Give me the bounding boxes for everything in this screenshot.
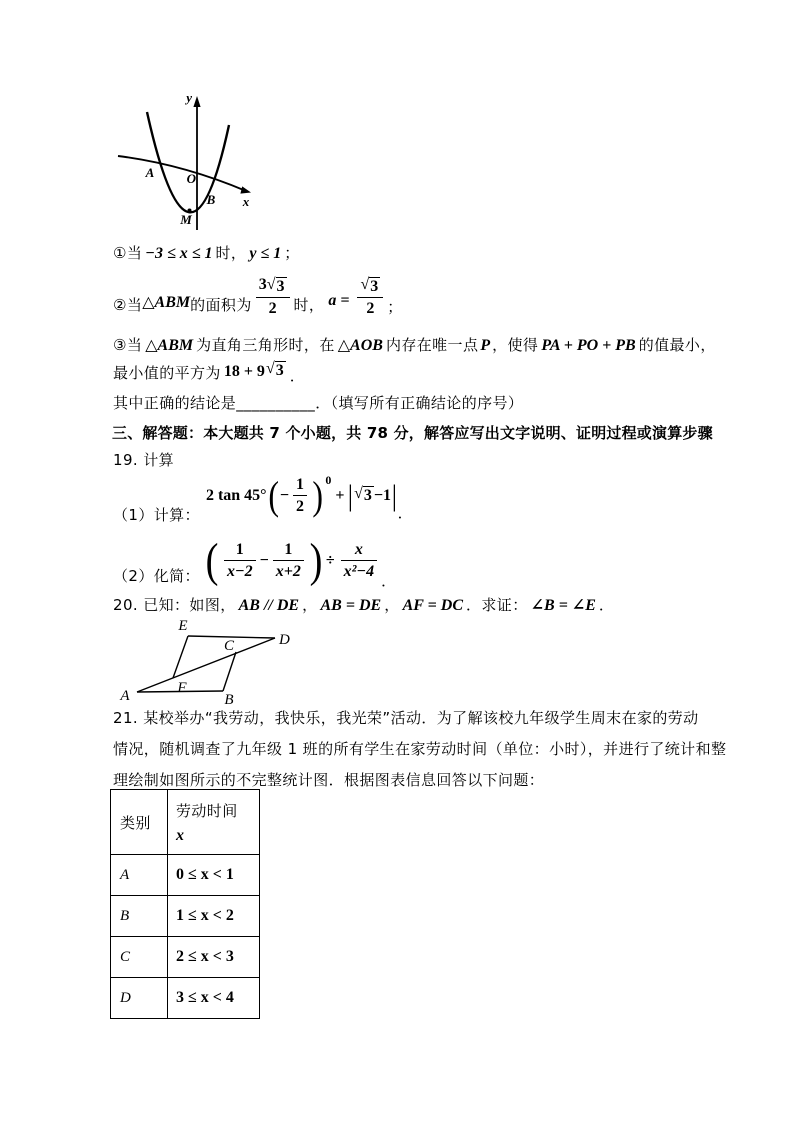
sqrt-icon: √: [360, 275, 370, 293]
statement-1-end: ；: [284, 244, 300, 262]
category-cell: D: [111, 978, 168, 1019]
min-square-prefix: 最小值的平方为: [113, 363, 221, 382]
fraction-bar: [273, 560, 304, 561]
conclusion-suffix: ．（填写所有正确结论的序号）: [315, 394, 524, 412]
statement-1-prefix: ①当: [113, 244, 143, 262]
fraction-bar: [341, 560, 378, 561]
point-a-label: A: [145, 165, 155, 180]
frac-den: x+2: [275, 562, 301, 580]
q19-part2-label: （2）化简：: [113, 566, 200, 585]
y-axis-label: y: [186, 90, 192, 105]
point-f-label: F: [177, 680, 187, 696]
statement-3-mid4: 的值最小，: [638, 336, 716, 354]
statement-2-mid1: 的面积为: [190, 295, 252, 314]
abs-bar-left: |: [348, 479, 353, 513]
table-row: [111, 896, 260, 937]
point-o-label: O: [186, 171, 196, 186]
a-equals: a =: [328, 292, 350, 309]
frac-num: x: [354, 540, 363, 558]
statement-1-conclusion: y ≤ 1: [249, 245, 282, 262]
table-row: [111, 978, 260, 1019]
section-3-heading: 三、解答题：本大题共 7 个小题，共 78 分，解答应写出文字说明、证明过程或演算步骤: [112, 424, 713, 442]
fraction-bar: [293, 495, 307, 496]
x-axis-arrow-icon: [240, 186, 251, 193]
divide-sign: ÷: [325, 552, 335, 569]
frac-num-radicand: 3: [276, 277, 285, 295]
q20-statement: [113, 594, 614, 615]
sqrt-icon: √: [354, 484, 363, 502]
left-paren: (: [267, 473, 279, 518]
frac-den: 2: [296, 497, 305, 515]
triangle-abm: △ABM: [145, 337, 194, 354]
q21-line1: 21. 某校举办“我劳动，我快乐，我光荣”活动．为了解该校九年级学生周末在家的劳动: [113, 709, 699, 727]
table-row: [111, 937, 260, 978]
range-cell: 3 ≤ x < 4: [168, 978, 260, 1019]
header-category-cell: [111, 790, 168, 855]
sqrt-icon: √: [266, 275, 276, 293]
geometry-figure: [108, 613, 308, 713]
statement-2-prefix: ②当: [113, 295, 143, 314]
comma: ，: [302, 596, 318, 614]
category-cell: C: [111, 937, 168, 978]
statement-1-mid: 时，: [215, 244, 247, 262]
fraction-1-over-x-plus-2: [273, 542, 304, 581]
triangle-abm: △ABM: [142, 294, 191, 311]
category-cell: B: [111, 896, 168, 937]
point-a-label: A: [120, 688, 130, 704]
minus-one: −1: [373, 487, 391, 504]
table-row: [111, 855, 260, 896]
segment-ad: [137, 638, 275, 692]
statement-2-end: ；: [387, 297, 403, 316]
range-cell: 1 ≤ x < 2: [168, 896, 260, 937]
conclusion-line: [113, 392, 523, 413]
statement-3-mid1: 为直角三角形时，在: [196, 336, 335, 354]
statement-1: [113, 242, 300, 263]
sqrt-icon: √: [265, 360, 275, 378]
ab-parallel-de: AB // DE: [238, 597, 300, 614]
labor-time-table: [110, 789, 260, 1019]
point-e-label: E: [178, 618, 188, 634]
parabola-figure: [108, 85, 263, 235]
fraction-1-over-x-minus-2: [224, 542, 256, 581]
header-time-label: 劳动时间: [176, 801, 238, 820]
two-tan-45: 2 tan 45°: [205, 487, 267, 504]
fraction-1-over-2: [293, 477, 307, 516]
frac2-den: 2: [366, 299, 375, 317]
statement-2: [113, 276, 403, 322]
header-category-label: 类别: [120, 813, 151, 832]
right-paren: ): [312, 473, 324, 518]
point-b-label: B: [224, 692, 234, 708]
x-axis-label: x: [242, 194, 250, 209]
q19-part2: [113, 533, 397, 590]
answer-blank: __________: [236, 394, 316, 412]
radicand-3: 3: [363, 486, 372, 504]
statement-3: [113, 334, 716, 355]
statement-2-mid2: 时，: [293, 295, 325, 314]
fraction-bar: [256, 297, 290, 298]
statement-3-mid3: ，使得: [492, 336, 539, 354]
q20-prefix: 20. 已知：如图，: [113, 596, 236, 614]
minus-sign: −: [259, 552, 269, 569]
right-paren: ): [309, 533, 323, 587]
point-p: P: [480, 337, 491, 354]
header-time-variable: x: [176, 826, 184, 844]
x-axis-line: [118, 156, 246, 191]
frac-den: 2: [268, 299, 277, 317]
q21-line2: 情况，随机调查了九年级 1 班的所有学生在家劳动时间（单位：小时），并进行了统计和整: [113, 740, 727, 758]
y-axis-arrow-icon: [193, 96, 200, 107]
q21-line3: 理绘制如图所示的不完整统计图．根据图表信息回答以下问题：: [113, 771, 545, 789]
parabola-curve: [147, 112, 229, 212]
segment-ef: [173, 636, 188, 678]
fraction-x-over-x2-minus-4: [341, 542, 378, 581]
point-m-label: M: [180, 212, 192, 227]
af-equals-dc: AF = DC: [402, 597, 463, 614]
q20-prove: ．求证：: [466, 596, 528, 614]
frac-num: 1: [235, 540, 244, 558]
range-cell: 0 ≤ x < 1: [168, 855, 260, 896]
pa-po-pb-expression: PA + PO + PB: [541, 337, 636, 354]
frac-den: x−2: [226, 562, 253, 580]
table-header-row: [111, 790, 260, 855]
comma: ，: [384, 596, 400, 614]
fraction-3sqrt3-over-2: [256, 277, 290, 318]
statement-3-line2: [113, 359, 305, 385]
angle-b-equals-angle-e: ∠B = ∠E: [530, 597, 596, 614]
frac-num: 1: [296, 475, 305, 493]
ab-equals-de: AB = DE: [320, 597, 382, 614]
statement-3-period: ．: [289, 366, 306, 385]
period: ．: [598, 596, 615, 614]
header-time-cell: [168, 790, 260, 855]
statement-3-prefix: ③当: [113, 336, 143, 354]
minus-sign: −: [279, 487, 290, 504]
statement-1-inequality: −3 ≤ x ≤ 1: [145, 245, 213, 262]
category-cell: A: [111, 855, 168, 896]
period: ．: [397, 504, 414, 522]
frac-den: x²−4: [343, 562, 375, 580]
plus-sign: +: [335, 487, 345, 504]
abs-bar-right: |: [392, 479, 397, 513]
radicand-3: 3: [275, 362, 284, 380]
period: ．: [381, 572, 397, 590]
fraction-sqrt3-over-2: [357, 277, 383, 318]
statement-3-mid2: 内存在唯一点: [385, 336, 479, 354]
point-b-label: B: [206, 192, 216, 207]
fraction-bar: [357, 297, 383, 298]
fraction-bar: [224, 560, 256, 561]
frac-num-coef: 3: [258, 275, 267, 293]
q19-part1-label: （1）计算：: [113, 505, 200, 524]
point-d-label: D: [279, 632, 290, 648]
range-cell: 2 ≤ x < 3: [168, 937, 260, 978]
frac2-num-radicand: 3: [370, 277, 379, 295]
frac-num: 1: [284, 540, 293, 558]
left-paren: (: [205, 533, 219, 587]
value-18-plus-9: 18 + 9: [223, 363, 265, 380]
conclusion-prefix: 其中正确的结论是: [113, 394, 237, 412]
q19-part1: [113, 473, 414, 524]
exponent-zero: 0: [325, 473, 332, 487]
triangle-aob: △AOB: [337, 337, 383, 354]
point-c-label: C: [223, 638, 235, 654]
q19-title: 19. 计算: [113, 451, 175, 469]
